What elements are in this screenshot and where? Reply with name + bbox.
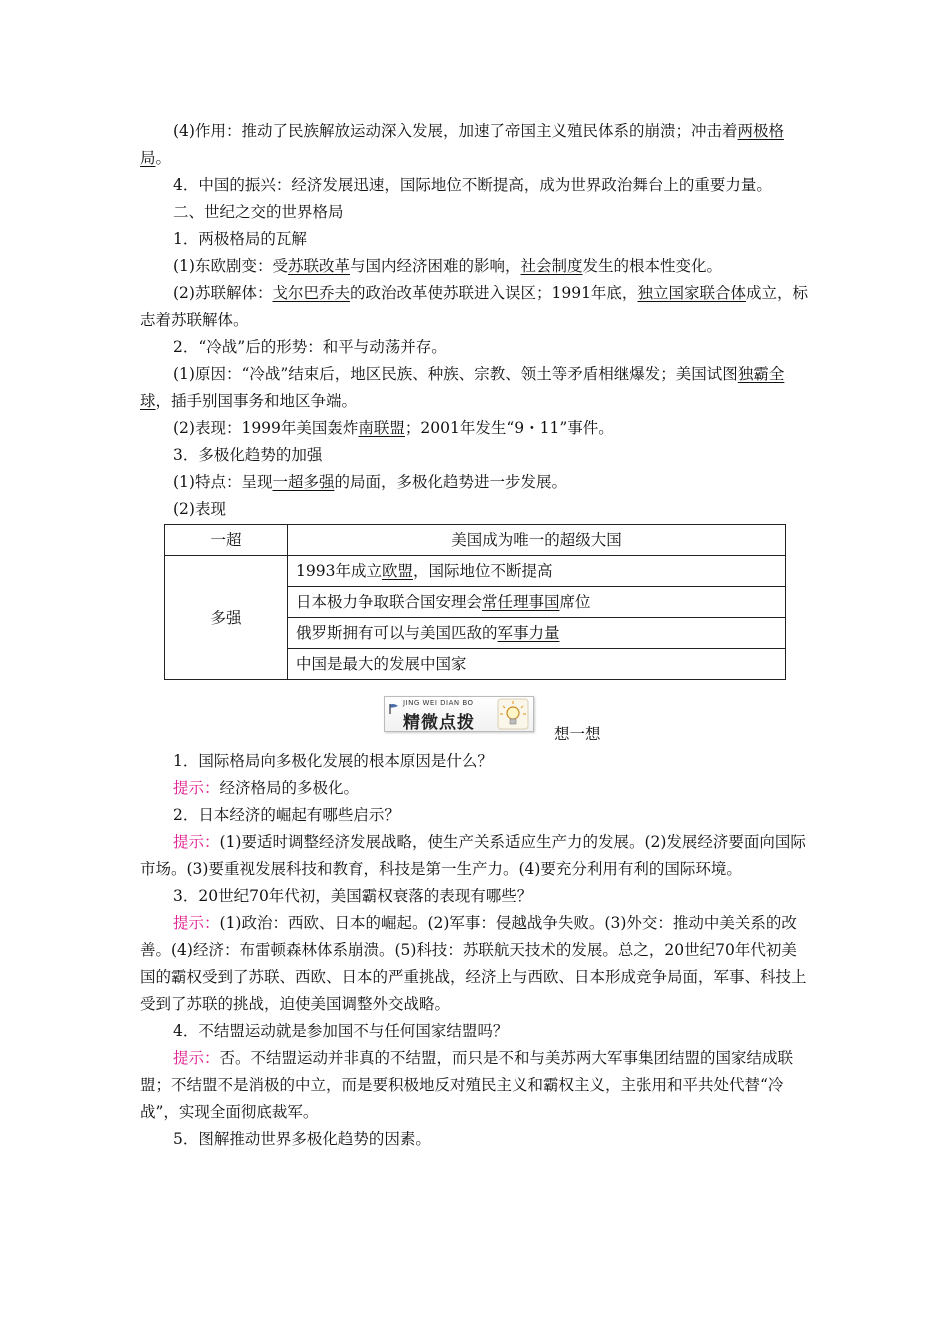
text: (1)原因：“冷战”结束后，地区民族、种族、宗教、领土等矛盾相继爆发；美国试图 [173, 365, 738, 383]
paragraph-ussr-dissolution [140, 280, 812, 334]
answer-1 [140, 775, 812, 802]
badge-title: 精微点拨 [403, 713, 475, 733]
text: (2)表现：1999年美国轰炸 [173, 419, 359, 437]
underlined-term: 社会制度 [520, 257, 583, 275]
text: 与国内经济困难的影响， [349, 257, 521, 275]
text: 的政治改革使苏联进入误区；1991年底， [349, 284, 638, 302]
answer-4 [140, 1045, 812, 1126]
text: ；2001年发生“9・11”事件。 [404, 419, 614, 437]
text: (2)苏联解体： [173, 284, 273, 302]
text: ，插手别国事务和地区争端。 [155, 392, 358, 410]
text: (4)作用：推动了民族解放运动深入发展，加速了帝国主义殖民体系的崩溃；冲击着 [173, 122, 738, 140]
text: 俄罗斯拥有可以与美国匹敌的 [296, 624, 498, 642]
question-1: 1．国际格局向多极化发展的根本原因是什么？ [173, 752, 493, 770]
table-cell [288, 587, 786, 618]
multipolar-table [164, 524, 786, 680]
badge-caption: 想一想 [554, 725, 601, 743]
hint-label: 提示： [173, 779, 220, 797]
paragraph-china-rise: 4．中国的振兴：经济发展迅速，国际地位不断提高，成为世界政治舞台上的重要力量。 [173, 176, 772, 194]
text: 的局面，多极化趋势进一步发展。 [334, 473, 567, 491]
underlined-term: 欧盟 [381, 562, 413, 580]
paragraph-table-intro: (2)表现 [173, 500, 226, 518]
table-cell [288, 556, 786, 587]
tip-badge-row [140, 696, 812, 748]
subsection-heading: 1．两极格局的瓦解 [173, 230, 307, 248]
text: 席位 [559, 593, 591, 611]
text: ，国际地位不断提高 [412, 562, 553, 580]
table-cell: 美国成为唯一的超级大国 [288, 525, 786, 556]
underlined-term: 军事力量 [497, 624, 560, 642]
hint-label: 提示： [173, 833, 220, 851]
table-row [165, 525, 786, 556]
underlined-term: 常任理事国 [482, 593, 560, 611]
paragraph-east-europe [140, 253, 812, 280]
underlined-term: 独霸全球 [140, 365, 785, 410]
table-cell-label: 一超 [165, 525, 288, 556]
paragraph-impact [140, 118, 812, 172]
text: 成立，标志着苏联解体。 [140, 284, 808, 329]
text: (1)东欧剧变：受 [173, 257, 288, 275]
table-cell: 中国是最大的发展中国家 [288, 649, 786, 680]
underlined-term: 两极格局 [140, 122, 784, 167]
underlined-term: 一超多强 [272, 473, 335, 491]
answer-2 [140, 829, 812, 883]
text: 日本极力争取联合国安理会 [296, 593, 483, 611]
paragraph-features [140, 469, 812, 496]
table-cell-label: 多强 [165, 556, 288, 680]
underlined-term: 南联盟 [358, 419, 405, 437]
subsection-heading: 2．“冷战”后的形势：和平与动荡并存。 [173, 338, 447, 356]
text: (1)特点：呈现 [173, 473, 273, 491]
tip-badge [384, 696, 534, 732]
question-5: 5．图解推动世界多极化趋势的因素。 [173, 1130, 431, 1148]
text: (1)政治：西欧、日本的崛起。(2)军事：侵越战争失败。(3)外交：推动中美关系的改善。(4)经济：布雷顿森林体系崩溃。(5)科技：苏联航天技术的发展。总之，20世纪70年代初美国的霸权受到了苏联、西欧、日本的严重挑战，经济上与西欧、日本形成竞争局面，军事、科技上受到了苏联的挑战，迫使美国调整外交战略。 [140, 914, 807, 1013]
subsection-heading: 3．多极化趋势的加强 [173, 446, 323, 464]
question-3: 3．20世纪70年代初，美国霸权衰落的表现有哪些？ [173, 887, 533, 905]
document-body [140, 118, 812, 1153]
question-4: 4．不结盟运动就是参加国不与任何国家结盟吗？ [173, 1022, 509, 1040]
flag-icon [389, 703, 399, 715]
text: 否。不结盟运动并非真的不结盟，而只是不和与美苏两大军事集团结盟的国家结成联盟；不结盟不是消极的中立，而是要积极地反对殖民主义和霸权主义，主张用和平共处代替“冷战”，实现全面彻底裁军。 [140, 1049, 794, 1121]
paragraph-manifestation [140, 415, 812, 442]
lightbulb-icon [497, 698, 529, 730]
table-row [165, 556, 786, 587]
table-cell [288, 618, 786, 649]
text: 。 [155, 149, 172, 167]
text: 发生的根本性变化。 [582, 257, 723, 275]
underlined-term: 独立国家联合体 [637, 284, 746, 302]
text: (1)要适时调整经济发展战略，使生产关系适应生产力的发展。(2)发展经济要面向国际市场。(3)要重视发展科技和教育，科技是第一生产力。(4)要充分利用有利的国际环境。 [140, 833, 806, 878]
question-2: 2．日本经济的崛起有哪些启示？ [173, 806, 400, 824]
text: 1993年成立 [296, 562, 382, 580]
hint-label: 提示： [173, 1049, 220, 1067]
underlined-term: 戈尔巴乔夫 [272, 284, 350, 302]
text: 经济格局的多极化。 [219, 779, 360, 797]
badge-pinyin: JING WEI DIAN BO [403, 699, 474, 707]
underlined-term: 苏联改革 [287, 257, 350, 275]
paragraph-causes [140, 361, 812, 415]
hint-label: 提示： [173, 914, 220, 932]
answer-3 [140, 910, 812, 1018]
section-heading: 二、世纪之交的世界格局 [173, 203, 344, 221]
